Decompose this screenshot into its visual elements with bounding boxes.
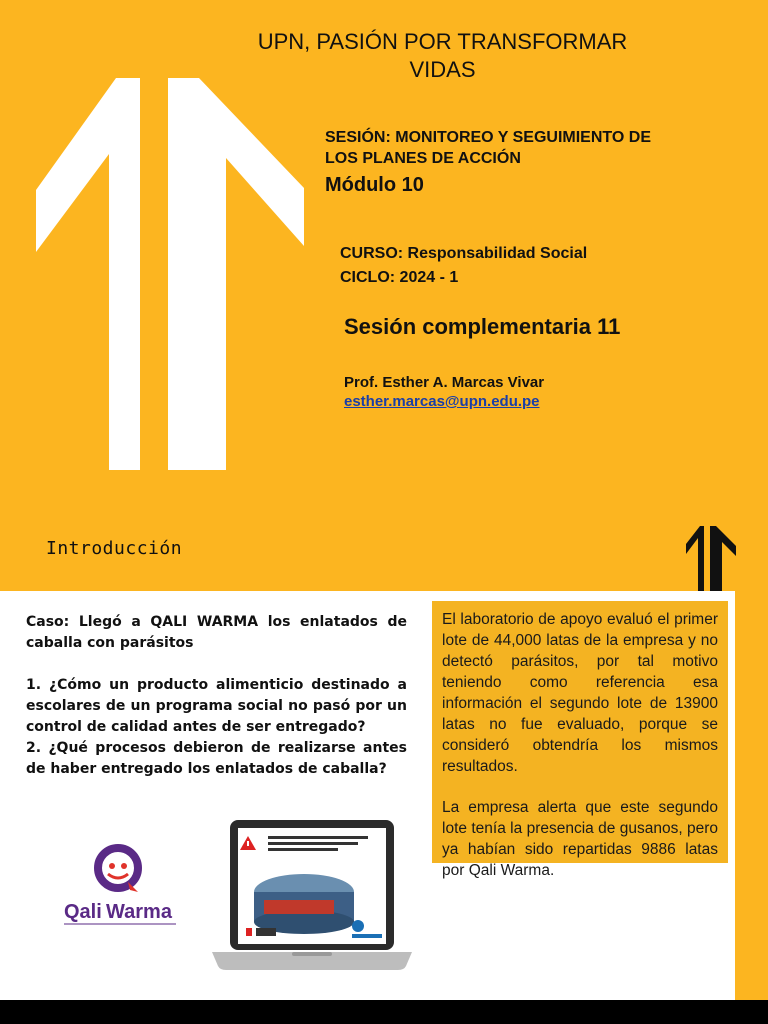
- session-title: [325, 127, 725, 169]
- complementary-session-title: Sesión complementaria 11: [344, 314, 621, 339]
- question-1: 1. ¿Cómo un producto alimenticio destinado a escolares de un programa social no pasó por un control de calidad antes de ser entregado?: [26, 677, 407, 735]
- course-name: CURSO: Responsabilidad Social: [340, 245, 588, 262]
- module-label: Módulo 10: [325, 174, 424, 196]
- professor-name: Prof. Esther A. Marcas Vivar: [344, 374, 545, 391]
- bottom-black-bar: [0, 1000, 768, 1024]
- case-text-block: [26, 612, 407, 780]
- session-title-line1: SESIÓN: MONITOREO Y SEGUIMIENTO DE: [325, 129, 651, 146]
- introduction-heading: Introducción: [46, 538, 183, 559]
- laptop-icon: [212, 818, 412, 973]
- course-info: [340, 242, 587, 290]
- qali-warma-logo-icon: [60, 840, 200, 945]
- tagline: UPN, PASIÓN POR TRANSFORMAR VIDAS: [257, 29, 628, 82]
- sanipes-alert-laptop-image: [212, 818, 412, 973]
- lab-paragraph-1: El laboratorio de apoyo evaluó el primer lote de 44,000 latas de la empresa y no detectó parásitos, por tal motivo teniendo como referencia esa información el segundo lote de 13900 latas no fue evaluado, porque se consideró obtendría los mismos resultados.: [442, 611, 718, 775]
- lab-info-box: [432, 601, 728, 879]
- right-accent-strip: [735, 591, 768, 1000]
- case-title: Caso: Llegó a QALI WARMA los enlatados de caballa con parásitos: [26, 614, 407, 651]
- session-title-line2: LOS PLANES DE ACCIÓN: [325, 150, 521, 167]
- course-cycle: CICLO: 2024 - 1: [340, 269, 459, 286]
- lab-paragraph-2: La empresa alerta que este segundo lote tenía la presencia de gusanos, pero ya habían sido repartidas 9886 latas por Qali Warma.: [442, 799, 718, 879]
- logo-name-part1: Qali: [64, 901, 102, 923]
- qali-warma-logo: [60, 840, 200, 945]
- upn-arrow-logo-icon: [36, 74, 306, 470]
- upn-small-arrow-icon: [686, 524, 738, 592]
- logo-name-part2: Warma: [106, 901, 172, 923]
- question-2: 2. ¿Qué procesos debieron de realizarse antes de haber entregado los enlatados de caballa?: [26, 740, 407, 777]
- professor-email-link[interactable]: esther.marcas@upn.edu.pe: [344, 393, 540, 410]
